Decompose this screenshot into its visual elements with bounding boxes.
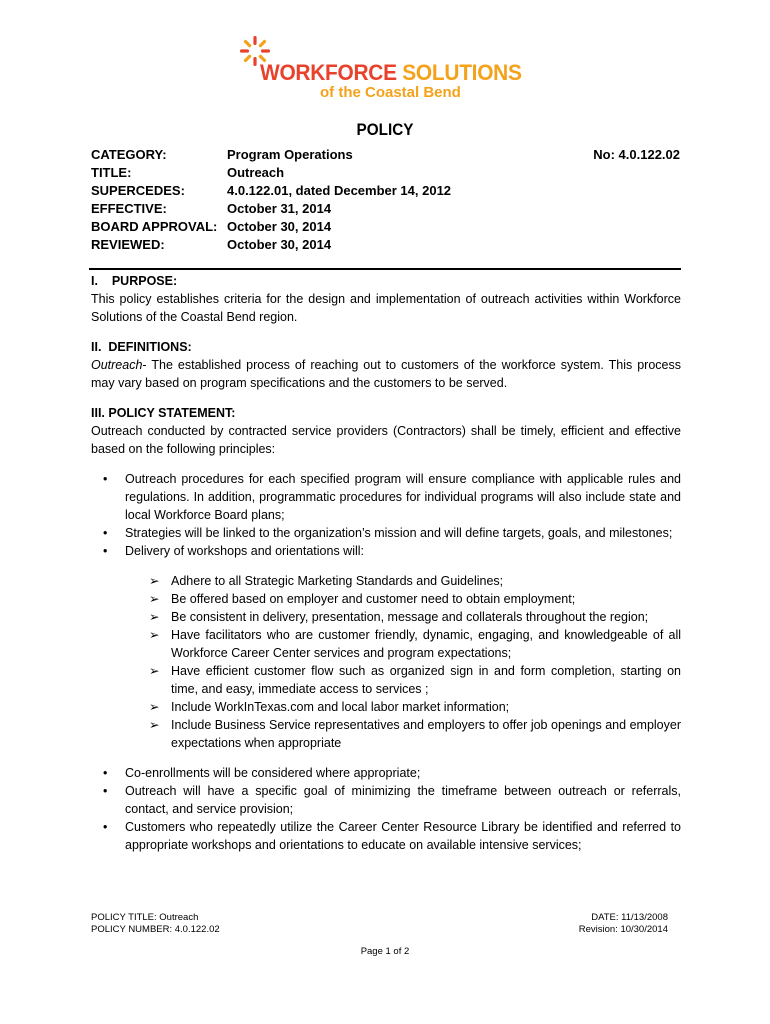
meta-row-category	[91, 146, 451, 164]
meta-value: October 30, 2014	[227, 219, 332, 234]
list-item	[91, 662, 681, 698]
footer-revision: Revision: 10/30/2014	[578, 924, 668, 935]
arrow-bullet-icon: ➢	[149, 664, 160, 678]
workshop-requirements-list	[91, 572, 681, 752]
meta-value: Program Operations	[227, 147, 353, 162]
policy-body	[91, 272, 681, 854]
list-item-text: Include Business Service representatives and employers to offer job openings and employer expectations when appropriate	[171, 718, 681, 750]
workforce-solutions-logo	[238, 34, 538, 104]
list-item-text: Have efficient customer flow such as organized sign in and form completion, starting on time, and easy, immediate access to services ;	[171, 664, 681, 696]
meta-row-effective	[91, 200, 451, 218]
policy-metadata	[91, 146, 451, 254]
list-item: • Customers who repeatedly utilize the Career Center Resource Library be identified and referred to appropriate workshops and orientations to educate on available intensive services;	[91, 818, 681, 854]
list-item-text: Include WorkInTexas.com and local labor market information;	[171, 700, 510, 714]
section-heading-purpose: I. PURPOSE:	[91, 274, 178, 288]
meta-key: TITLE:	[91, 165, 132, 180]
list-item	[91, 608, 681, 626]
meta-value: October 31, 2014	[227, 201, 332, 216]
arrow-bullet-icon: ➢	[149, 718, 160, 732]
footer-date: DATE: 11/13/2008	[591, 912, 668, 923]
list-item-text: Adhere to all Strategic Marketing Standards and Guidelines;	[171, 574, 504, 588]
list-item-text: Be offered based on employer and customer need to obtain employment;	[171, 592, 576, 606]
arrow-bullet-icon: ➢	[149, 628, 160, 642]
list-item: • Strategies will be linked to the organization’s mission and will define targets, goals, and milestones;	[91, 524, 681, 542]
list-item-text: Have facilitators who are customer friendly, dynamic, engaging, and knowledgeable of all Workforce Career Center services and program expectations;	[171, 628, 681, 660]
footer-dates	[579, 912, 668, 936]
arrow-bullet-icon: ➢	[149, 610, 160, 624]
header-divider	[89, 268, 681, 270]
principles-list	[91, 470, 681, 560]
page-number: Page 1 of 2	[360, 946, 410, 957]
meta-row-reviewed	[91, 236, 451, 254]
list-item	[91, 716, 681, 752]
list-item	[91, 590, 681, 608]
footer-policy-title: POLICY TITLE: Outreach	[91, 912, 199, 923]
meta-value: October 30, 2014	[227, 237, 332, 252]
meta-value: Outreach	[227, 165, 285, 180]
list-item	[91, 698, 681, 716]
meta-key: CATEGORY:	[91, 147, 167, 162]
list-item-text: Be consistent in delivery, presentation, message and collaterals throughout the region;	[171, 610, 649, 624]
additional-principles-list	[91, 764, 681, 854]
footer-policy-number: POLICY NUMBER: 4.0.122.02	[91, 924, 220, 935]
arrow-bullet-icon: ➢	[149, 592, 160, 606]
list-item	[91, 572, 681, 590]
policy-number: No: 4.0.122.02	[593, 147, 680, 162]
logo-wordmark	[260, 60, 522, 86]
purpose-text: This policy establishes criteria for the design and implementation of outreach activities within Workforce Solutions of the Coastal Bend region.	[91, 292, 681, 324]
list-item: • Outreach procedures for each specified program will ensure compliance with applicable rules and regulations. In addition, programmatic procedures for individual programs will also include state and local Workforce Board plans;	[91, 470, 681, 524]
logo-tagline: of the Coastal Bend	[320, 84, 461, 101]
meta-key: EFFECTIVE:	[91, 201, 167, 216]
list-item	[91, 626, 681, 662]
policy-statement-intro: Outreach conducted by contracted service providers (Contractors) shall be timely, efficient and effective based on the following principles:	[91, 424, 681, 456]
meta-key: SUPERCEDES:	[91, 183, 185, 198]
meta-key: REVIEWED:	[91, 237, 165, 252]
footer-policy-info	[91, 912, 220, 936]
section-heading-definitions: II. DEFINITIONS:	[91, 340, 192, 354]
arrow-bullet-icon: ➢	[149, 700, 160, 714]
meta-row-supercedes	[91, 182, 451, 200]
definition-outreach	[91, 356, 681, 392]
document-title: POLICY	[356, 120, 414, 139]
list-item: • Co-enrollments will be considered where appropriate;	[91, 764, 681, 782]
logo-word-solutions: SOLUTIONS	[402, 60, 522, 85]
definition-text: - The established process of reaching out to customers of the workforce system. This process may vary based on program specifications and the customers to be served.	[91, 358, 681, 390]
list-item: • Delivery of workshops and orientations will:	[91, 542, 681, 560]
meta-row-title	[91, 164, 451, 182]
meta-row-board-approval	[91, 218, 451, 236]
section-heading-policy-statement: III. POLICY STATEMENT:	[91, 406, 236, 420]
logo-word-workforce: WORKFORCE	[260, 60, 397, 85]
arrow-bullet-icon: ➢	[149, 574, 160, 588]
meta-key: BOARD APPROVAL:	[91, 219, 218, 234]
list-item: • Outreach will have a specific goal of minimizing the timeframe between outreach or referrals, contact, and service provision;	[91, 782, 681, 818]
definition-term: Outreach	[91, 358, 143, 372]
meta-value: 4.0.122.01, dated December 14, 2012	[227, 183, 452, 198]
